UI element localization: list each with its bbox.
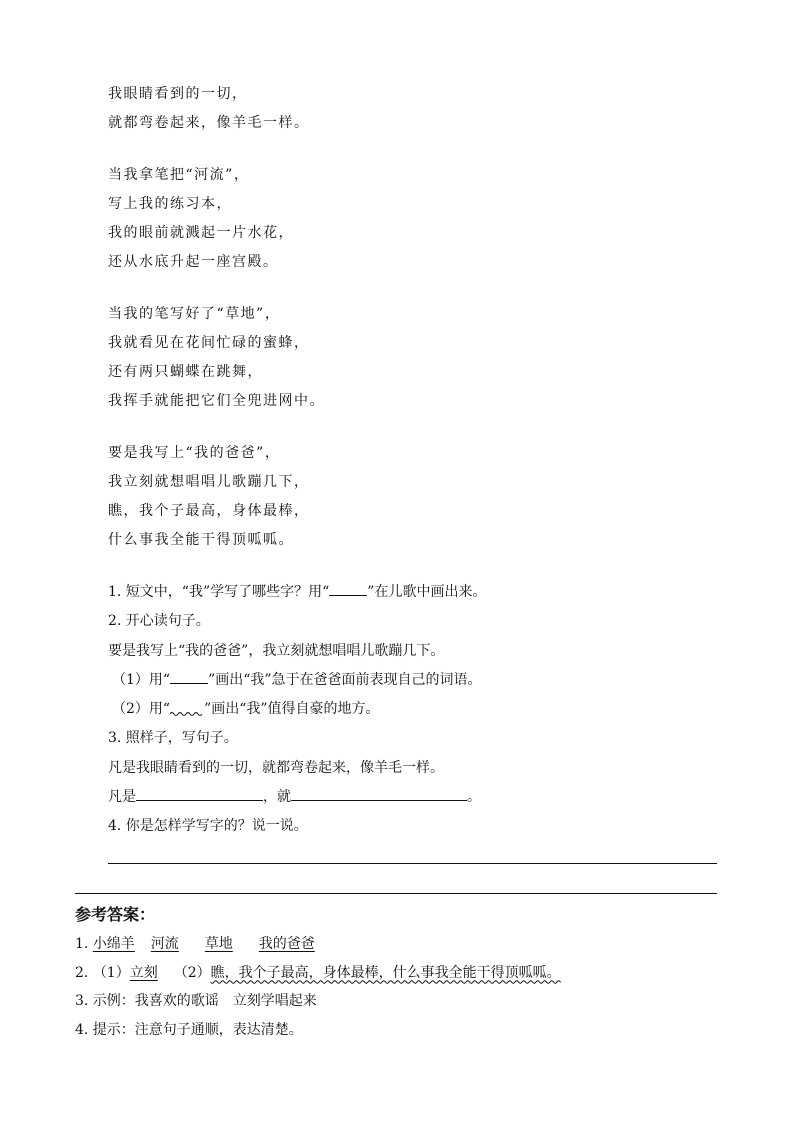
question-1-text-end: ”在儿歌中画出来。	[367, 584, 487, 600]
answer-blank-1[interactable]	[136, 786, 263, 801]
answers-title: 参考答案：	[75, 905, 156, 924]
sub-2-text-end: ”画出“我”值得自豪的地方。	[204, 701, 380, 718]
reference-answers	[75, 900, 725, 1044]
answer-2	[75, 959, 725, 988]
question-3-example: 凡是我眼睛看到的一切，就都弯卷起来，像羊毛一样。	[108, 759, 444, 776]
poem	[108, 80, 325, 578]
poem-line: 什么事我全能干得顶呱呱。	[108, 532, 294, 548]
poem-stanza-2	[108, 161, 325, 277]
fill-prefix: 凡是	[108, 789, 136, 806]
poem-stanza-1	[108, 80, 325, 138]
answer-1-item: 河流	[150, 936, 179, 952]
wavy-line-sample	[170, 699, 204, 713]
poem-stanza-3	[108, 300, 325, 416]
question-4-title: 4. 你是怎样学写字的？说一说。	[108, 818, 308, 835]
answer-2-num: 2.	[75, 964, 93, 981]
sub-1-text: （1）用“	[112, 671, 171, 688]
poem-line: 我就看见在花间忙碌的蜜蜂，	[108, 335, 310, 351]
sub-1-text-end: ”画出“我”急于在爸爸面前表现自己的词语。	[208, 671, 482, 688]
answer-blank-2[interactable]	[291, 786, 467, 801]
answer-2-part-1: 立刻	[129, 964, 158, 981]
question-2-sub-2	[108, 695, 718, 724]
question-3-title: 3. 照样子，写句子。	[108, 730, 238, 747]
question-1-text: 1. 短文中，“我”学写了哪些字？用“	[108, 584, 330, 600]
answer-1-item: 小绵羊	[92, 936, 135, 952]
question-2-title: 2. 开心读句子。	[108, 613, 210, 630]
poem-line: 当我的笔写好了“草地”，	[108, 306, 281, 322]
poem-line: 我的眼前就溅起一片水花，	[108, 225, 294, 241]
fill-end: 。	[467, 789, 481, 806]
section-divider	[75, 893, 717, 894]
poem-line: 写上我的练习本，	[108, 196, 232, 212]
answer-writing-line[interactable]	[108, 863, 717, 864]
poem-line: 当我拿笔把“河流”，	[108, 167, 250, 183]
question-2-sentence: 要是我写上“我的爸爸”，我立刻就想唱唱儿歌蹦几下。	[108, 642, 445, 659]
poem-line: 要是我写上“我的爸爸”，	[108, 445, 281, 461]
question-2-sub-1	[108, 666, 718, 695]
answer-4: 4. 提示：注意句子通顺，表达清楚。	[75, 1021, 303, 1038]
fill-middle: ，就	[263, 789, 291, 806]
poem-stanza-4	[108, 439, 325, 555]
underline-sample	[170, 669, 208, 684]
underline-sample	[329, 581, 367, 596]
answer-1-item: 草地	[204, 936, 233, 952]
sub-2-text: （2）用“	[112, 701, 171, 718]
answer-2-part-2: 瞧，我个子最高，身体最棒，什么事我全能干得顶呱呱。	[210, 964, 561, 981]
answer-2-part-1-label: （1）	[92, 964, 130, 981]
poem-line: 就都弯卷起来，像羊毛一样。	[108, 115, 310, 131]
poem-line: 我眼睛看到的一切，	[108, 86, 248, 102]
answer-3: 3. 示例：我喜欢的歌谣 立刻学唱起来	[75, 993, 317, 1009]
poem-line: 我挥手就能把它们全兜进网中。	[108, 393, 325, 409]
question-3-fill	[108, 783, 718, 812]
answer-1-item: 我的爸爸	[258, 936, 315, 952]
answer-2-part-2-label: （2）	[173, 964, 211, 981]
answer-1-num: 1.	[75, 936, 93, 952]
poem-line: 我立刻就想唱唱儿歌蹦几下，	[108, 474, 310, 490]
questions	[108, 578, 718, 842]
poem-line: 还有两只蝴蝶在跳舞，	[108, 364, 263, 380]
poem-line: 还从水底升起一座宫殿。	[108, 254, 279, 270]
answer-1	[75, 930, 725, 959]
question-1	[108, 578, 718, 607]
poem-line: 瞧，我个子最高，身体最棒，	[108, 503, 310, 519]
